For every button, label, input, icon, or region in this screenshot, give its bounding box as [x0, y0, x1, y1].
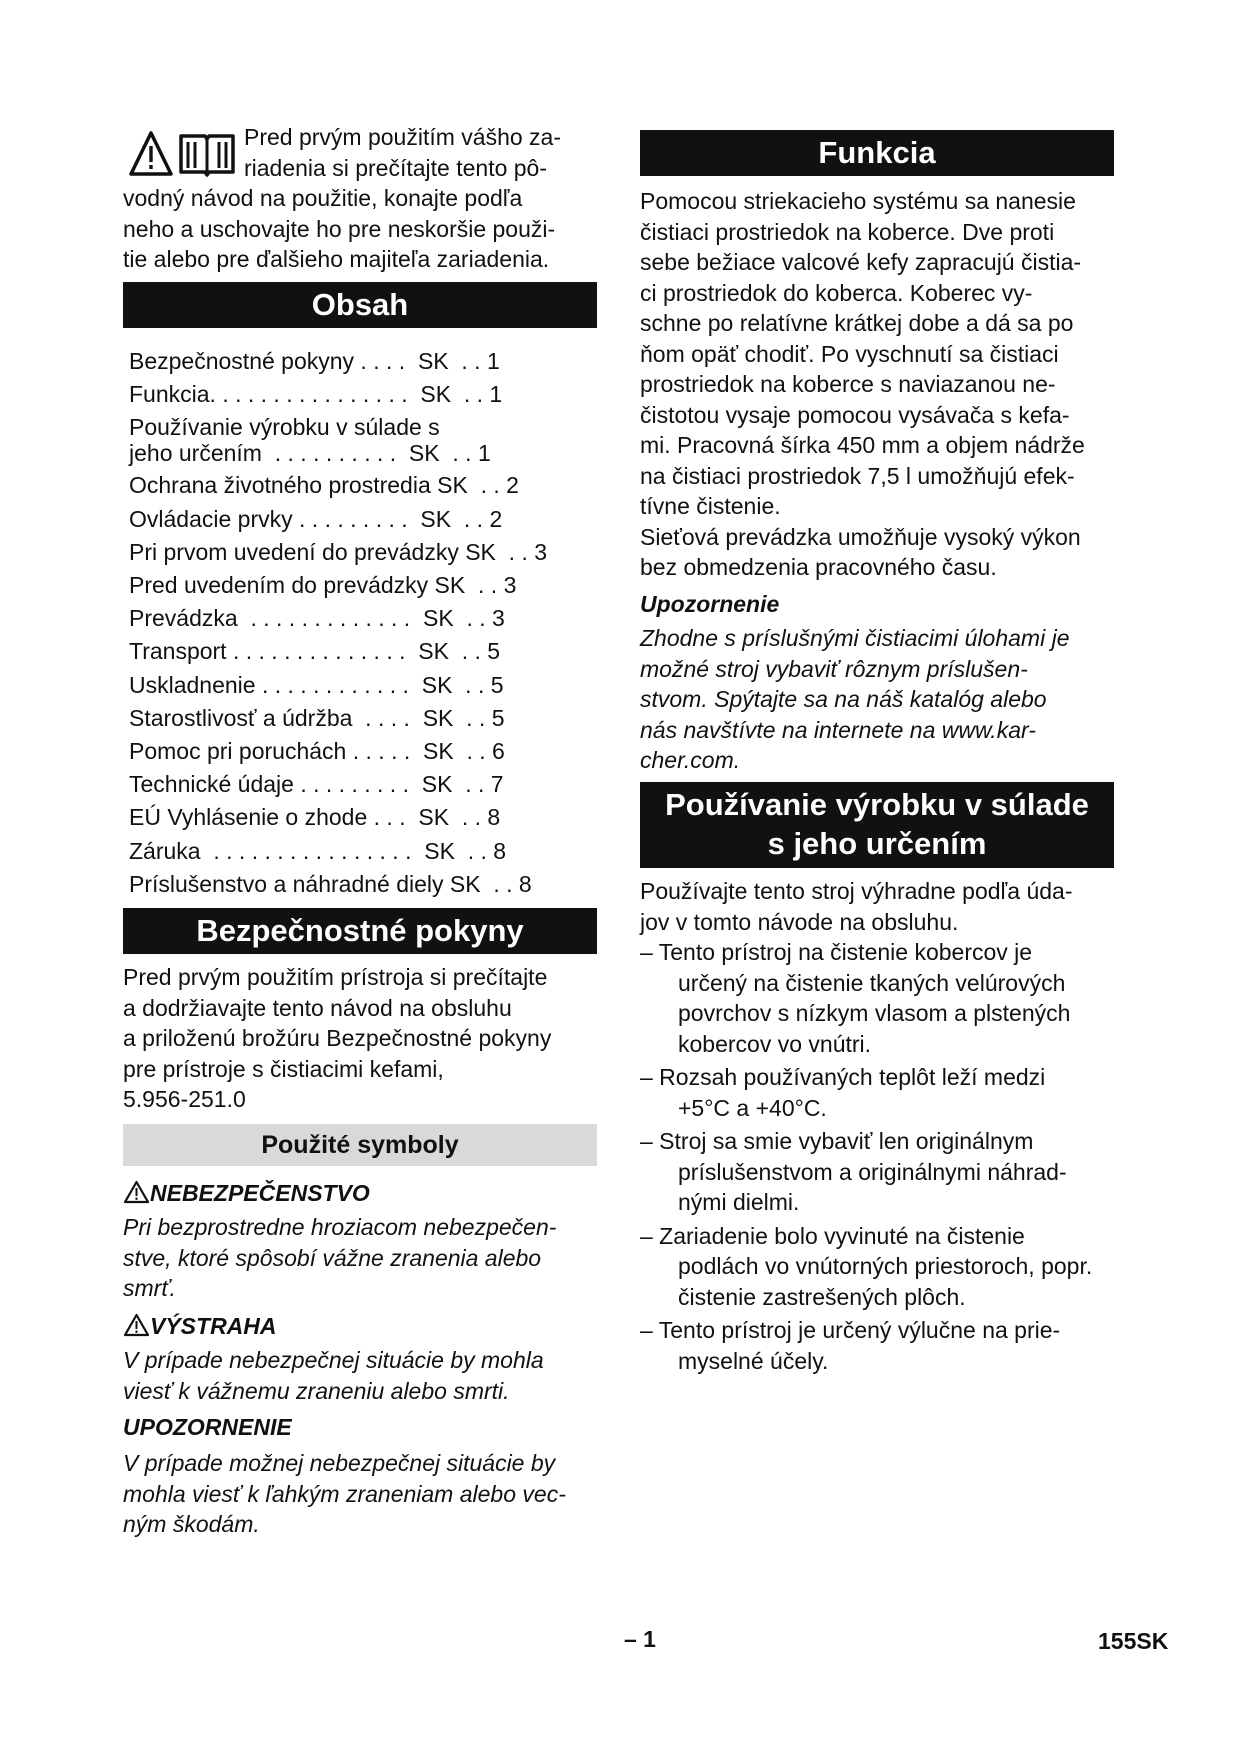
note-line: možné stroj vybaviť rôznym príslušen- — [640, 655, 1028, 682]
bullet-first-line: – Stroj sa smie vybaviť len originálnym — [640, 1128, 1034, 1154]
list-item — [640, 1126, 1130, 1218]
safety-line: 5.956-251.0 — [123, 1086, 246, 1112]
warning-text — [123, 1345, 603, 1406]
safety-text — [123, 962, 603, 1115]
function-line: na čistiaci prostriedok 7,5 l umožňujú efek- — [640, 462, 1075, 489]
intended-use-line: Používajte tento stroj výhradne podľa úda- — [640, 878, 1073, 904]
intended-use-line: jov v tomto návode na obsluhu. — [640, 908, 959, 935]
safety-line: a dodržiavajte tento návod na obsluhu — [123, 994, 512, 1021]
intended-use-heading — [640, 782, 1114, 868]
danger-line: stve, ktoré spôsobí vážne zranenia alebo — [123, 1244, 542, 1271]
page-number: – 1 — [624, 1626, 656, 1652]
danger-label: NEBEZPEČENSTVO — [150, 1180, 370, 1206]
function-line: bez obmedzenia pracovného času. — [640, 554, 997, 580]
toc-entry[interactable]: Ovládacie prvky . . . . . . . . . SK . . 2 — [129, 505, 503, 532]
function-text — [640, 186, 1130, 583]
toc-entry[interactable]: Uskladnenie . . . . . . . . . . . . SK . . 5 — [129, 671, 504, 698]
safety-line: pre prístroje s čistiacimi kefami, — [123, 1055, 444, 1082]
table-of-contents — [129, 345, 599, 901]
function-line: tívne čistenie. — [640, 493, 781, 519]
toc-entry[interactable]: Používanie výrobku v súlade s jeho určením . . . . . . . . . . SK . . 1 — [129, 414, 491, 466]
function-line: ci prostriedok do koberca. Koberec vy- — [640, 279, 1033, 306]
function-line: ňom opäť chodiť. Po vyschnutí sa čistiaci — [640, 340, 1059, 367]
toc-entry[interactable]: Pomoc pri poruchách . . . . . SK . . 6 — [129, 738, 505, 765]
intro-line-1: Pred prvým použitím vášho za- — [244, 124, 562, 150]
read-manual-book-icon — [177, 130, 237, 178]
intended-use-bullets — [640, 937, 1130, 1376]
toc-entry[interactable]: Bezpečnostné pokyny . . . . SK . . 1 — [129, 348, 500, 374]
note-label: Upozornenie — [640, 591, 780, 617]
danger-label-row — [123, 1178, 603, 1208]
intended-use-text — [640, 876, 1130, 937]
toc-entry[interactable]: Prevádzka . . . . . . . . . . . . . SK . . 3 — [129, 605, 505, 632]
function-line: čistotou vysaje pomocou vysávača s kefa- — [640, 401, 1070, 428]
toc-entry[interactable]: Funkcia. . . . . . . . . . . . . . . . SK . . 1 — [129, 381, 503, 408]
function-line: prostriedok na koberce s naviazanou ne- — [640, 371, 1056, 397]
caution-line: V prípade možnej nebezpečnej situácie by — [123, 1450, 556, 1476]
intro-line-3: vodný návod na použitie, konajte podľa — [123, 185, 523, 211]
toc-entry[interactable]: Ochrana životného prostredia SK . . 2 — [129, 472, 519, 499]
toc-entry[interactable]: Pred uvedením do prevádzky SK . . 3 — [129, 572, 517, 599]
bullet-line: +5°C a +40°C. — [678, 1094, 827, 1121]
warning-triangle-small-icon — [123, 1313, 150, 1337]
toc-entry[interactable]: Transport . . . . . . . . . . . . . . SK . . 5 — [129, 638, 501, 665]
toc-heading: Obsah — [123, 282, 597, 328]
warning-line: V prípade nebezpečnej situácie by mohla — [123, 1347, 544, 1373]
function-line: mi. Pracovná šírka 450 mm a objem nádrže — [640, 432, 1085, 458]
list-item — [640, 1315, 1130, 1376]
intro-line-4: neho a uschovajte ho pre neskoršie použi- — [123, 215, 556, 242]
warning-label-row — [123, 1311, 603, 1341]
function-heading: Funkcia — [640, 130, 1114, 176]
note-line: nás navštívte na internete na www.kar- — [640, 716, 1036, 743]
toc-entry[interactable]: Starostlivosť a údržba . . . . SK . . 5 — [129, 704, 505, 731]
toc-entry[interactable]: Záruka . . . . . . . . . . . . . . . . SK . . 8 — [129, 837, 507, 864]
function-line: Sieťová prevádzka umožňuje vysoký výkon — [640, 523, 1081, 550]
bullet-first-line: – Tento prístroj na čistenie kobercov je — [640, 939, 1033, 965]
note-text — [640, 623, 1130, 776]
intended-use-heading-line-1: Používanie výrobku v súlade — [665, 787, 1089, 822]
danger-line: smrť. — [123, 1275, 176, 1301]
bullet-first-line: – Zariadenie bolo vyvinuté na čistenie — [640, 1222, 1025, 1249]
bullet-first-line: – Rozsah používaných teplôt leží medzi — [640, 1064, 1046, 1090]
toc-entry[interactable]: Pri prvom uvedení do prevádzky SK . . 3 — [129, 538, 548, 565]
danger-text — [123, 1212, 603, 1304]
intended-use-heading-line-2: s jeho určením — [767, 826, 987, 861]
bullet-line: povrchov s nízkym vlasom a plstených — [678, 1000, 1071, 1026]
list-item — [640, 937, 1130, 1059]
safety-heading: Bezpečnostné pokyny — [123, 908, 597, 954]
warning-label: VÝSTRAHA — [150, 1313, 277, 1339]
bullet-line: čistenie zastrešených plôch. — [678, 1283, 966, 1310]
function-line: schne po relatívne krátkej dobe a dá sa po — [640, 310, 1074, 336]
toc-entry[interactable]: Príslušenstvo a náhradné diely SK . . 8 — [129, 870, 532, 897]
note-line: stvom. Spýtajte sa na náš katalóg alebo — [640, 686, 1047, 712]
bullet-line: nými dielmi. — [678, 1189, 800, 1215]
page-code: 155SK — [1098, 1628, 1169, 1654]
symbols-heading: Použité symboly — [123, 1124, 597, 1166]
caution-text — [123, 1448, 603, 1540]
bullet-line: určený na čistenie tkaných velúrových — [678, 969, 1066, 996]
note-line: Zhodne s príslušnými čistiacimi úlohami je — [640, 625, 1070, 651]
intro-line-5: tie alebo pre ďalšieho majiteľa zariadenia. — [123, 246, 550, 272]
bullet-line: príslušenstvom a originálnymi náhrad- — [678, 1158, 1067, 1185]
warning-line: viesť k vážnemu zraneniu alebo smrti. — [123, 1377, 510, 1404]
toc-entry[interactable]: Technické údaje . . . . . . . . . SK . . 7 — [129, 771, 504, 798]
caution-line: ným škodám. — [123, 1511, 260, 1537]
note-line: cher.com. — [640, 747, 741, 773]
safety-line: Pred prvým použitím prístroja si prečítajte — [123, 964, 548, 990]
toc-entry[interactable]: EÚ Vyhlásenie o zhode . . . SK . . 8 — [129, 804, 501, 831]
bullet-line: podlách vo vnútorných priestoroch, popr. — [678, 1253, 1093, 1279]
function-line: Pomocou striekacieho systému sa nanesie — [640, 188, 1076, 214]
safety-line: a priloženú brožúru Bezpečnostné pokyny — [123, 1025, 552, 1051]
caution-line: mohla viesť k ľahkým zraneniam alebo vec- — [123, 1480, 566, 1507]
danger-triangle-icon — [123, 1180, 150, 1204]
bullet-line: myselné účely. — [678, 1347, 829, 1374]
danger-line: Pri bezprostredne hroziacom nebezpečen- — [123, 1214, 557, 1240]
function-line: sebe bežiace valcové kefy zapracujú čistia- — [640, 249, 1082, 275]
bullet-first-line: – Tento prístroj je určený výlučne na prie- — [640, 1317, 1061, 1343]
list-item — [640, 1062, 1130, 1123]
list-item — [640, 1221, 1130, 1313]
caution-label: UPOZORNENIE — [123, 1414, 292, 1440]
function-line: čistiaci prostriedok na koberce. Dve proti — [640, 218, 1055, 245]
intro-line-2: riadenia si prečítajte tento pô- — [244, 154, 548, 181]
bullet-line: kobercov vo vnútri. — [678, 1030, 872, 1057]
